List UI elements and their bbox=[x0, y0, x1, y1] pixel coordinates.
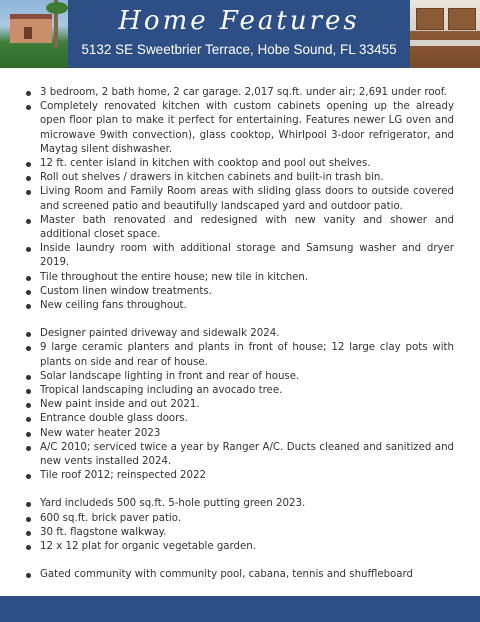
list-item-text: Inside laundry room with additional storage and Samsung washer and dryer 2019. bbox=[40, 243, 454, 269]
bullet-icon bbox=[26, 190, 31, 195]
list-item-text: Master bath renovated and redesigned with new vanity and shower and additional closet space. bbox=[40, 214, 454, 241]
bullet-icon bbox=[26, 91, 31, 96]
list-item-text: Roll out shelves / drawers in kitchen cabinets and built-in trash bin. bbox=[40, 172, 384, 184]
list-item-text: Entrance double glass doors. bbox=[40, 413, 188, 425]
bullet-icon bbox=[26, 545, 31, 550]
list-item bbox=[24, 526, 454, 540]
feature-group-interior bbox=[24, 86, 454, 313]
list-item-text: Tile throughout the entire house; new tile in kitchen. bbox=[40, 271, 309, 283]
list-item bbox=[24, 398, 454, 412]
house-shape bbox=[10, 14, 52, 43]
header-banner bbox=[0, 0, 480, 68]
bullet-icon bbox=[26, 502, 31, 507]
bullet-icon bbox=[26, 304, 31, 309]
bullet-icon bbox=[26, 573, 31, 578]
house-exterior-photo bbox=[0, 0, 68, 68]
list-item bbox=[24, 271, 454, 285]
bullet-icon bbox=[26, 290, 31, 295]
list-item-text: 12 ft. center island in kitchen with cooktop and pool out shelves. bbox=[40, 158, 371, 170]
list-item bbox=[24, 157, 454, 171]
cabinet-shape bbox=[416, 8, 444, 30]
list-item bbox=[24, 469, 454, 483]
list-item bbox=[24, 171, 454, 185]
bullet-icon bbox=[26, 176, 31, 181]
list-item bbox=[24, 242, 454, 270]
list-item bbox=[24, 427, 454, 441]
page-title: Home Features bbox=[118, 6, 360, 36]
list-item-text: 600 sq.ft. brick paver patio. bbox=[40, 512, 182, 524]
kitchen-photo bbox=[410, 0, 480, 68]
list-item-text: 30 ft. flagstone walkway. bbox=[40, 526, 167, 538]
list-item bbox=[24, 185, 454, 213]
bullet-icon bbox=[26, 474, 31, 479]
list-item-text: Custom linen window treatments. bbox=[40, 285, 212, 297]
list-item bbox=[24, 214, 454, 242]
counter-shape bbox=[410, 40, 480, 46]
list-item-text: 9 large ceramic planters and plants in front of house; 12 large clay pots with plants on side and rear of house. bbox=[40, 342, 454, 368]
bullet-icon bbox=[26, 432, 31, 437]
list-item-text: 12 x 12 plat for organic vegetable garden. bbox=[40, 541, 256, 553]
bullet-icon bbox=[26, 332, 31, 337]
bullet-icon bbox=[26, 105, 31, 110]
list-item bbox=[24, 285, 454, 299]
bullet-icon bbox=[26, 162, 31, 167]
list-item-text: Completely renovated kitchen with custom cabinets opening up the already open floor plan to make it perfect for entertaining. Features newer LG oven and microwave 9with convection), glass cooktop, Whirlpool 3-door refrigerator, and Maytag silent dishwasher. bbox=[40, 101, 454, 155]
property-address: 5132 SE Sweetbrier Terrace, Hobe Sound, FL 33455 bbox=[81, 42, 397, 57]
bullet-icon bbox=[26, 417, 31, 422]
features-list bbox=[24, 86, 454, 597]
list-item bbox=[24, 341, 454, 369]
list-item-text: Gated community with community pool, cabana, tennis and shuffleboard bbox=[40, 569, 414, 581]
list-item-text: A/C 2010; serviced twice a year by Ranger A/C. Ducts cleaned and sanitized and new vents installed 2024. bbox=[40, 441, 454, 468]
bullet-icon bbox=[26, 389, 31, 394]
list-item-text: New paint inside and out 2021. bbox=[40, 399, 200, 411]
footer-bar bbox=[0, 596, 480, 622]
list-item-text: Yard includeds 500 sq.ft. 5-hole putting green 2023. bbox=[40, 498, 306, 510]
list-item-text: 3 bedroom, 2 bath home, 2 car garage. 2,017 sq.ft. under air; 2,691 under roof. bbox=[40, 87, 447, 98]
list-item-text: Designer painted driveway and sidewalk 2024. bbox=[40, 328, 280, 340]
list-item bbox=[24, 299, 454, 313]
list-item-text: Living Room and Family Room areas with sliding glass doors to outside covered and screened patio and beautifully landscaped yard and outdoor patio. bbox=[40, 186, 454, 212]
list-item bbox=[24, 441, 454, 469]
list-item bbox=[24, 86, 454, 100]
list-item bbox=[24, 100, 454, 157]
list-item-text: Solar landscape lighting in front and rear of house. bbox=[40, 370, 300, 382]
list-item bbox=[24, 327, 454, 341]
list-item bbox=[24, 512, 454, 526]
cabinet-shape bbox=[448, 8, 476, 30]
feature-group-yard bbox=[24, 497, 454, 554]
list-item bbox=[24, 370, 454, 384]
palm-leaves bbox=[46, 2, 68, 14]
bullet-icon bbox=[26, 346, 31, 351]
list-item-text: Tile roof 2012; reinspected 2022 bbox=[40, 470, 206, 482]
bullet-icon bbox=[26, 446, 31, 451]
bullet-icon bbox=[26, 531, 31, 536]
feature-group-community bbox=[24, 568, 454, 582]
bullet-icon bbox=[26, 403, 31, 408]
list-item bbox=[24, 497, 454, 511]
bullet-icon bbox=[26, 219, 31, 224]
bullet-icon bbox=[26, 375, 31, 380]
list-item bbox=[24, 412, 454, 426]
list-item bbox=[24, 384, 454, 398]
bullet-icon bbox=[26, 276, 31, 281]
feature-group-exterior bbox=[24, 327, 454, 483]
list-item-text: New water heater 2023 bbox=[40, 427, 161, 439]
bullet-icon bbox=[26, 517, 31, 522]
bullet-icon bbox=[26, 247, 31, 252]
list-item-text: Tropical landscaping including an avocado tree. bbox=[40, 385, 283, 397]
list-item bbox=[24, 540, 454, 554]
list-item bbox=[24, 568, 454, 582]
list-item-text: New ceiling fans throughout. bbox=[40, 300, 187, 312]
